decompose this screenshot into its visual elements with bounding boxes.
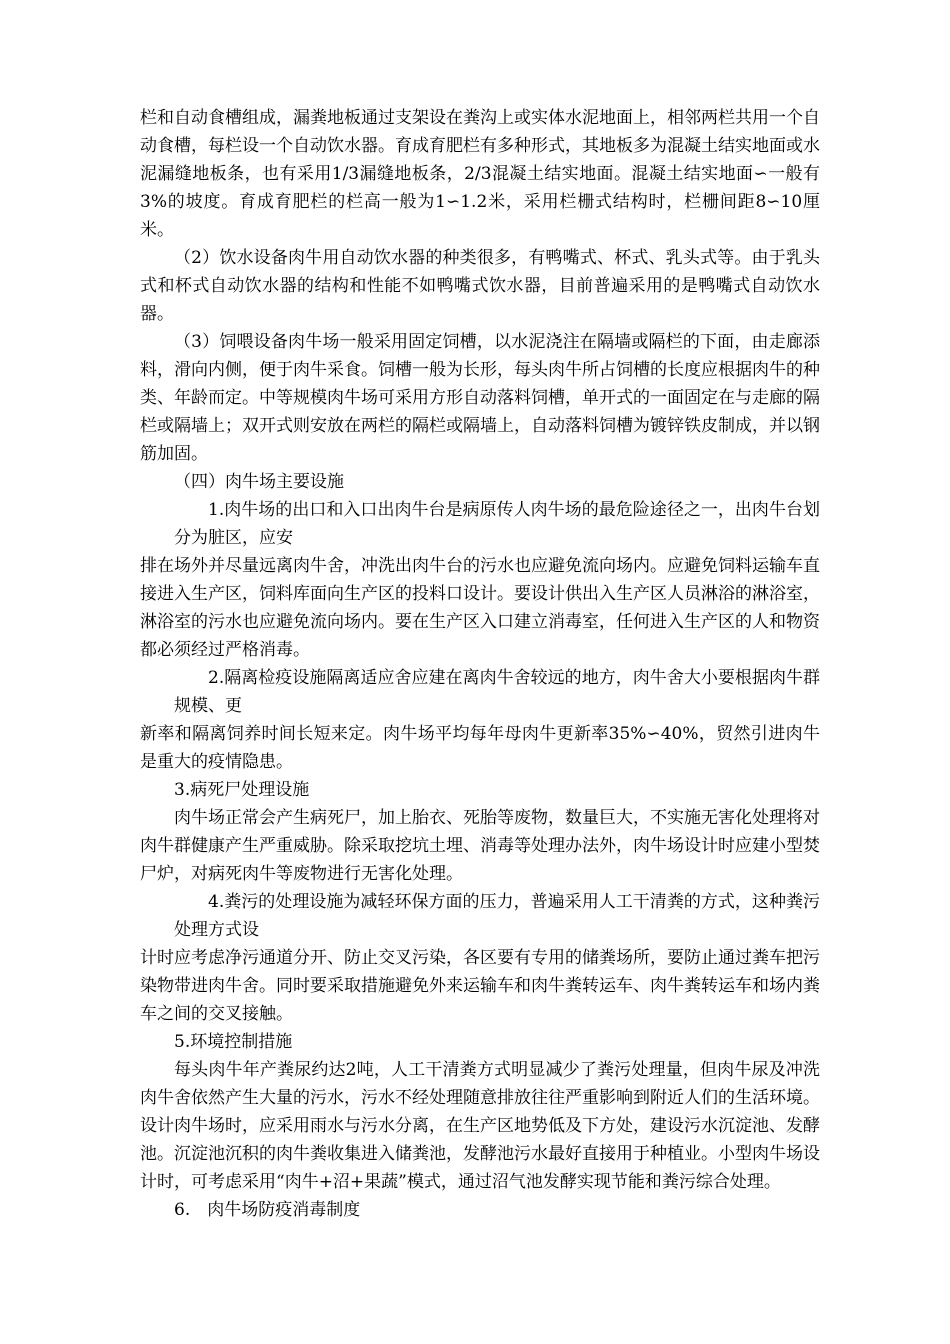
subheading-carcass-disposal: 3.病死尸处理设施	[174, 780, 310, 800]
paragraph-environment-control: 每头肉牛年产粪尿约达2吨，人工干清粪方式明显减少了粪污处理量，但肉牛尿及冲洗肉牛舍依然产生大量的污水，污水不经处理随意排放往往严重影响到附近人们的生活环境。设计肉牛场时，应采用雨水与污水分离，在生产区地势低及下方处，建设污水沉淀池、发酵池。沉淀池沉积的肉牛粪收集进入储粪池，发酵池污水最好直接用于种植业。小型肉牛场设计时，可考虑采用“肉牛+沼+果蔬”模式，通过沼气池发酵实现节能和粪污综合处理。	[140, 1060, 820, 1192]
paragraph-drinking-equipment: （2）饮水设备肉牛用自动饮水器的种类很多，有鸭嘴式、杯式、乳头式等。由于乳头式和杯式自动饮水器的结构和性能不如鸭嘴式饮水器，目前普遍采用的是鸭嘴式自动饮水器。	[140, 248, 820, 324]
paragraph-manure-treatment-start: 4.粪污的处理设施为减轻环保方面的压力，普遍采用人工干清粪的方式，这种粪污处理方式设	[174, 892, 820, 940]
paragraph-entrance-exit-start: 1.肉牛场的出口和入口出肉牛台是病原传人肉牛场的最危险途径之一，出肉牛台划分为脏区，应安	[174, 500, 820, 548]
paragraph-quarantine-continued: 新率和隔离饲养时间长短来定。肉牛场平均每年母肉牛更新率35%∽40%，贸然引进肉牛是重大的疫情隐患。	[140, 724, 820, 772]
section-heading-main-facilities: （四）肉牛场主要设施	[174, 472, 344, 492]
paragraph-entrance-exit-continued: 排在场外并尽量远离肉牛舍，冲洗出肉牛台的污水也应避免流向场内。应避免饲料运输车直接进入生产区，饲料库面向生产区的投料口设计。要设计供出入生产区人员淋浴的淋浴室，淋浴室的污水也应避免流向场内。要在生产区入口建立消毒室，任何进入生产区的人和物资都必须经过严格消毒。	[140, 556, 820, 660]
paragraph-feeding-equipment: （3）饲喂设备肉牛场一般采用固定饲槽，以水泥浇注在隔墙或隔栏的下面，由走廊添料，滑向内侧，便于肉牛采食。饲槽一般为长形，每头肉牛所占饲槽的长度应根据肉牛的种类、年龄而定。中等规模肉牛场可采用方形自动落料饲槽，单开式的一面固定在与走廊的隔栏或隔墙上；双开式则安放在两栏的隔栏或隔墙上，自动落料饲槽为镀锌铁皮制成，并以钢筋加固。	[140, 332, 820, 464]
subheading-disinfection-system: 6. 肉牛场防疫消毒制度	[174, 1200, 361, 1220]
paragraph-quarantine-start: 2.隔离检疫设施隔离适应舍应建在离肉牛舍较远的地方，肉牛舍大小要根据肉牛群规模、更	[174, 668, 820, 716]
subheading-environment-control: 5.环境控制措施	[174, 1032, 293, 1052]
paragraph-feed-trough-floor: 栏和自动食槽组成，漏粪地板通过支架设在粪沟上或实体水泥地面上，相邻两栏共用一个自动食槽，每栏设一个自动饮水器。育成育肥栏有多种形式，其地板多为混凝土结实地面或水泥漏缝地板条，也有采用1/3漏缝地板条，2/3混凝土结实地面。混凝土结实地面∽一般有3%的坡度。育成育肥栏的栏高一般为1∽1.2米，采用栏栅式结构时，栏栅间距8∽10厘米。	[140, 108, 820, 240]
document-body	[140, 104, 820, 1224]
paragraph-manure-treatment-continued: 计时应考虑净污通道分开、防止交叉污染，各区要有专用的储粪场所，要防止通过粪车把污染物带进肉牛舍。同时要采取措施避免外来运输车和肉牛粪转运车、肉牛粪转运车和场内粪车之间的交叉接触。	[140, 948, 820, 1024]
paragraph-carcass-disposal: 肉牛场正常会产生病死尸，加上胎衣、死胎等废物，数量巨大，不实施无害化处理将对肉牛群健康产生严重威胁。除采取挖坑土埋、消毒等处理办法外，肉牛场设计时应建小型焚尸炉，对病死肉牛等废物进行无害化处理。	[140, 808, 820, 884]
